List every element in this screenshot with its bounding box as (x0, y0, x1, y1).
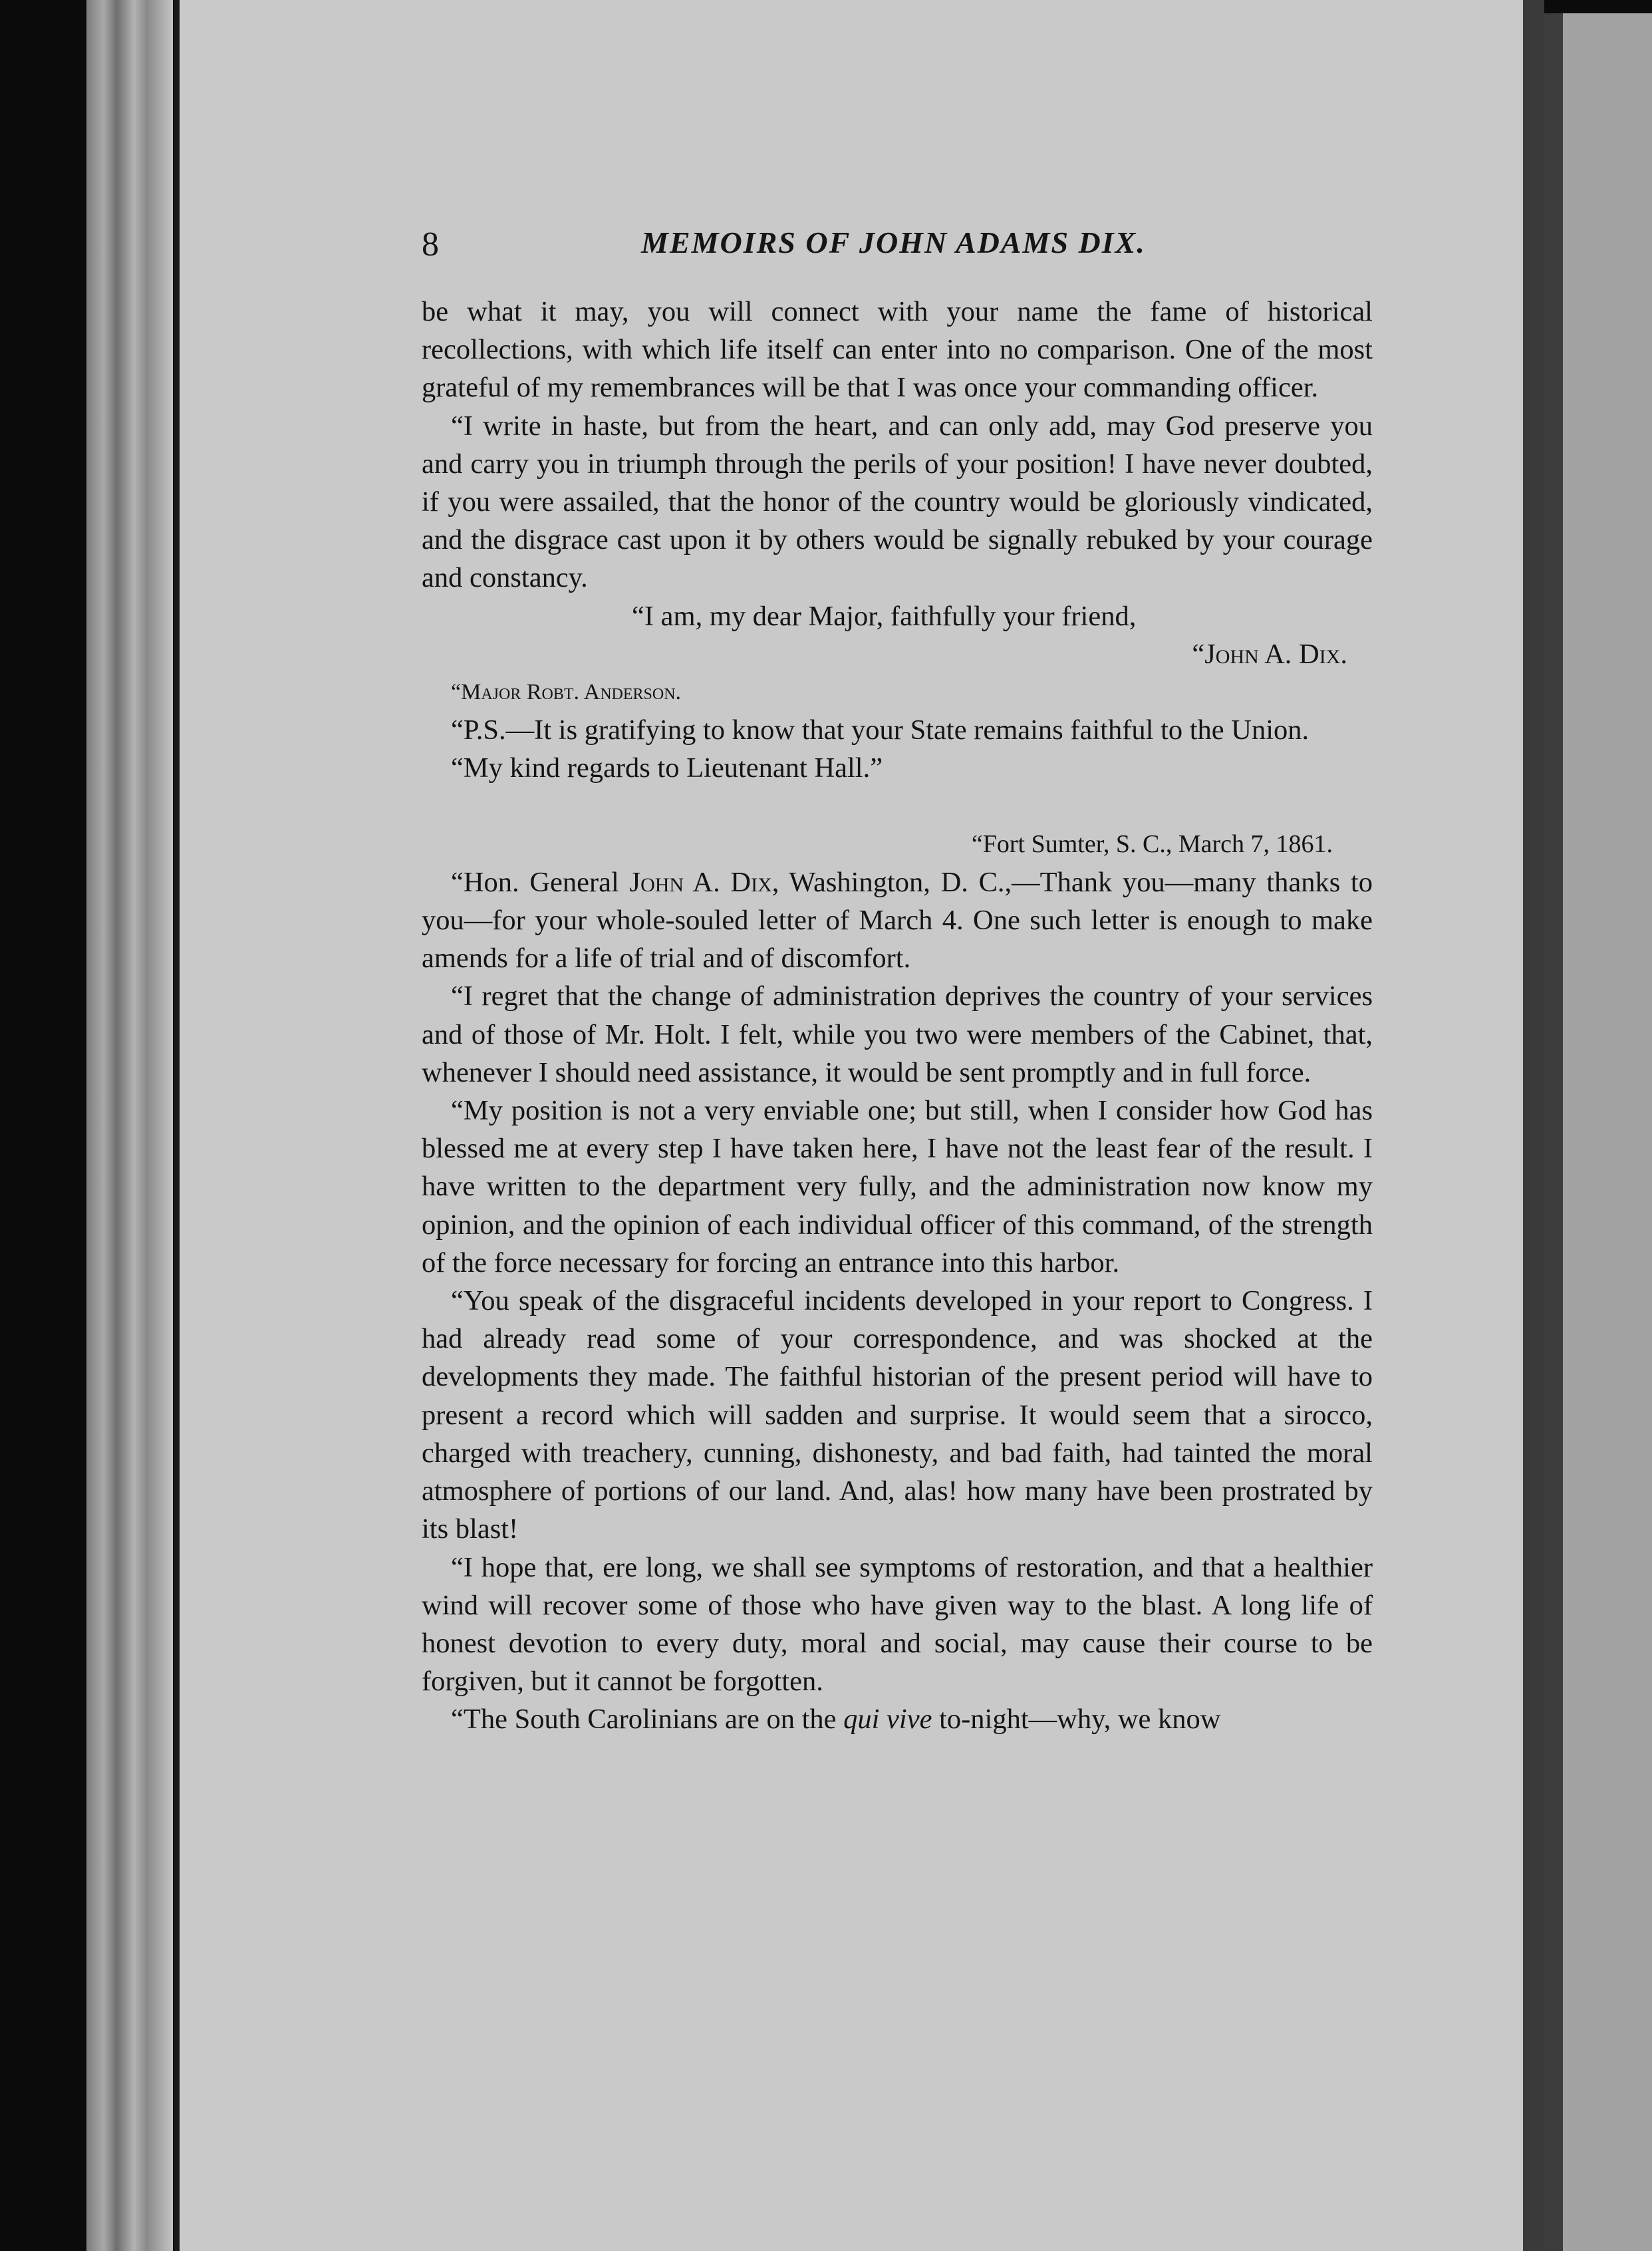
letter-salutation (422, 863, 1373, 978)
letter-addressee: “Major Robt. Anderson. (451, 680, 682, 705)
page-body (422, 293, 1373, 1739)
paragraph: “I hope that, ere long, we shall see symptoms of restoration, and that a healthier wind will recover some of those who have given way to the blast. A long life of honest devotion to every duty, moral and social, may cause their course to be forgiven, but it cannot be forgotten. (422, 1551, 1373, 1698)
book-binding (86, 0, 173, 2251)
italic-phrase: qui vive (843, 1704, 932, 1735)
paragraph-last (422, 1700, 1373, 1738)
page-edge-shadow (1523, 0, 1544, 2251)
running-head: MEMOIRS OF JOHN ADAMS DIX. (641, 225, 1146, 259)
postscript: “P.S.—It is gratifying to know that your State remains faithful to the Union. (451, 714, 1309, 746)
paragraph: “I regret that the change of administration deprives the country of your services and of those of Mr. Holt. I felt, while you two were members of the Cabinet, that, whenever I should need assistance, it would be sent promptly and in full force. (422, 980, 1373, 1088)
section-gap (422, 788, 1373, 825)
postscript-regards: “My kind regards to Lieutenant Hall.” (451, 752, 883, 784)
letter-signature: “John A. Dix. (1192, 638, 1347, 670)
paragraph-text: to-night—why, we know (932, 1704, 1221, 1735)
page-number: 8 (422, 225, 439, 263)
salutation-text: , Washington, D. C.,—Thank you—many thanks to you—for your whole-souled letter of March 4. One such letter is enough to make amends for a life of trial and of discomfort. (422, 866, 1373, 975)
adjacent-page-gutter (1544, 13, 1563, 2251)
letter-dateline: “Fort Sumter, S. C., March 7, 1861. (971, 829, 1333, 858)
letter-closing: “I am, my dear Major, faithfully your friend, (632, 600, 1137, 632)
salutation-prefix: “Hon. General (451, 866, 630, 898)
binding-edge (174, 0, 180, 2251)
salutation-name: John A. Dix (629, 866, 772, 898)
paragraph-text: “The South Carolinians are on the (451, 1704, 844, 1735)
page-header (422, 225, 1373, 271)
paragraph-continuation: be what it may, you will connect with your name the fame of historical recollections, with which life itself can enter into no comparison. One of the most grateful of my remembrances will be that I was once your commanding officer. (422, 296, 1373, 404)
paragraph: “I write in haste, but from the heart, and can only add, may God preserve you and carry you in triumph through the perils of your position! I have never doubted, if you were assailed, that the honor of the country would be gloriously vindicated, and the disgrace cast upon it by others would be signally rebuked by your courage and constancy. (422, 410, 1373, 594)
paragraph: “My position is not a very enviable one; but still, when I consider how God has blessed me at every step I have taken here, I have not the least fear of the result. I have written to the department very fully, and the administration now know my opinion, and the opinion of each individual officer of this command, of the strength of the force necessary for forcing an entrance into this harbor. (422, 1095, 1373, 1278)
paragraph: “You speak of the disgraceful incidents developed in your report to Congress. I had already read some of your correspondence, and was shocked at the developments they made. The faithful historian of the present period will have to present a record which will sadden and surprise. It would seem that a sirocco, charged with treachery, cunning, dishonesty, and bad faith, had tainted the moral atmosphere of portions of our land. And, alas! how many have been prostrated by its blast! (422, 1285, 1373, 1545)
